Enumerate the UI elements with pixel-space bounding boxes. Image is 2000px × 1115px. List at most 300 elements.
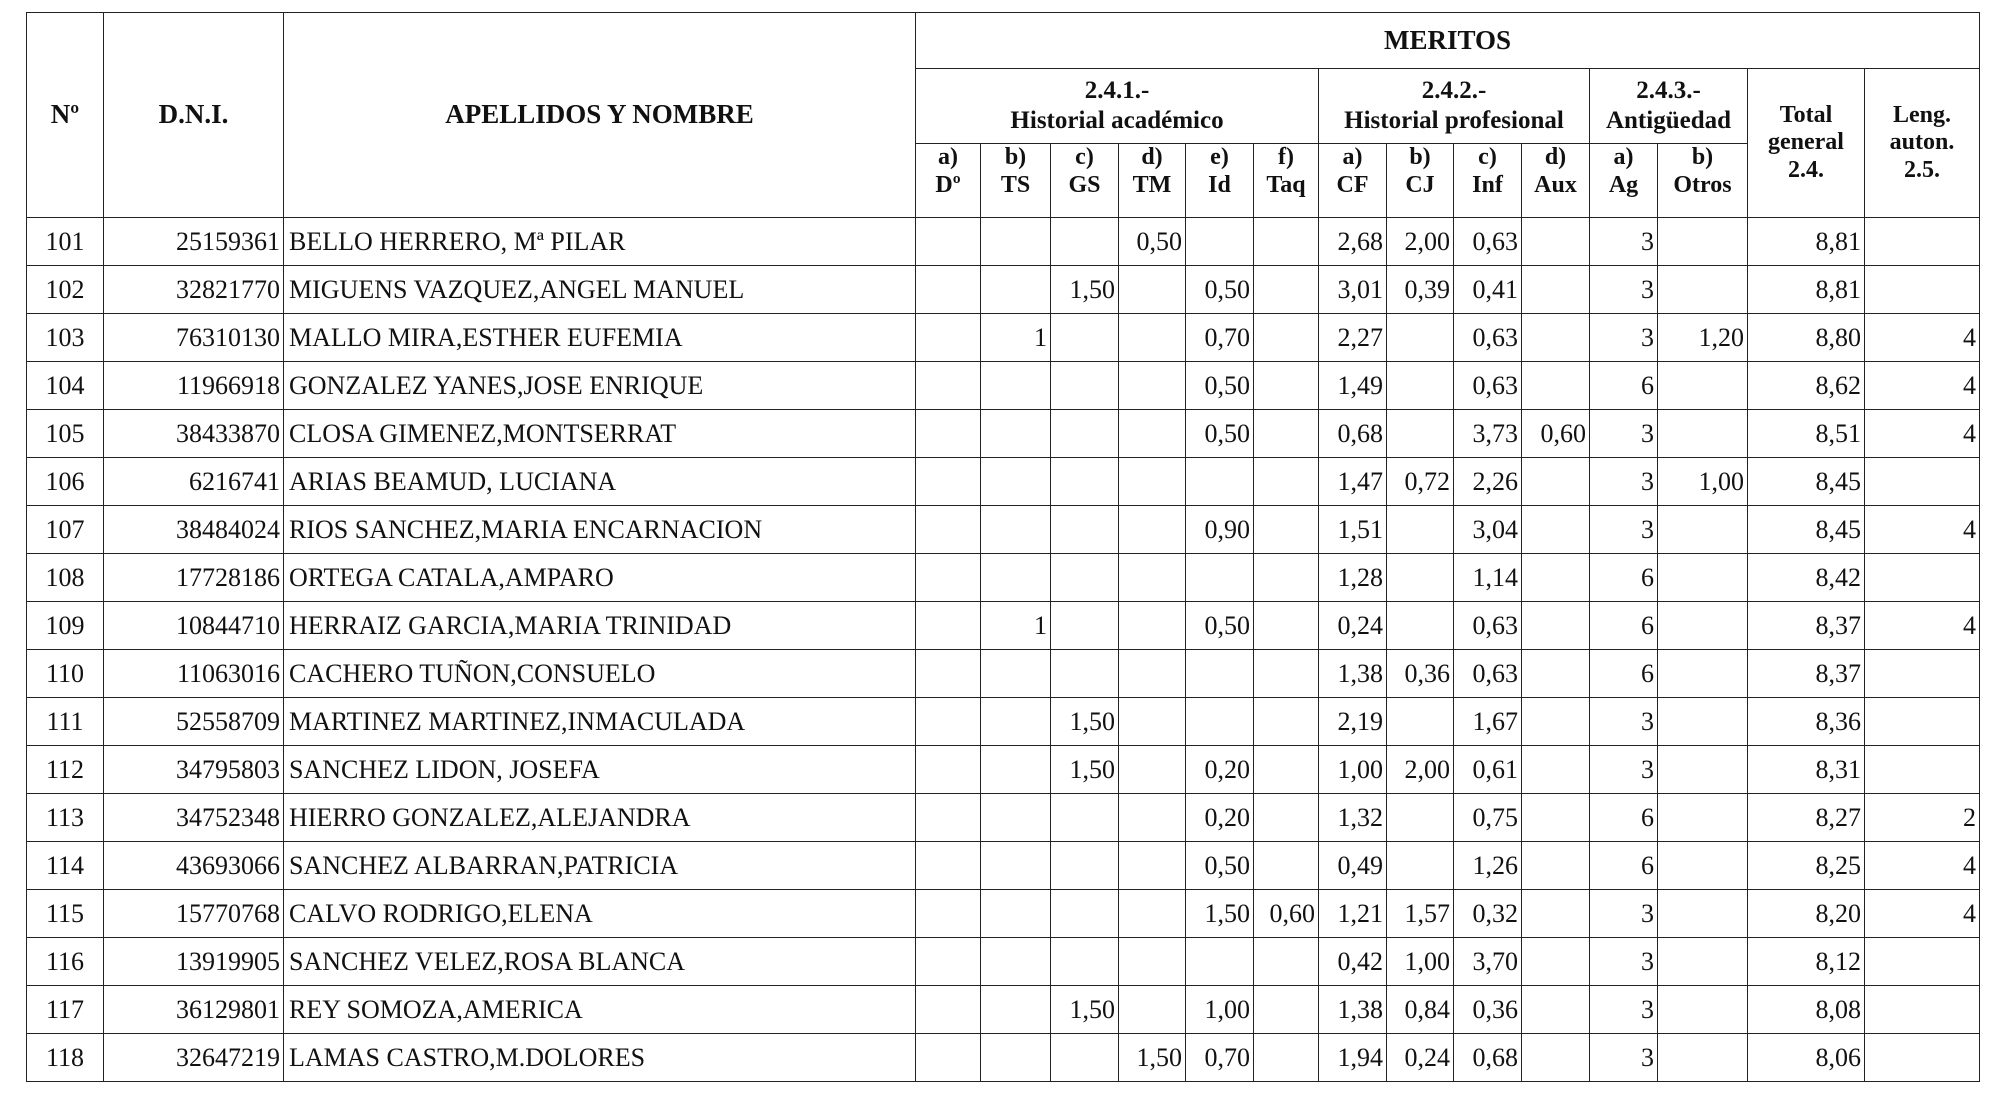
cell-no: 117 bbox=[27, 986, 104, 1034]
cell-lengua-autonomica: 4 bbox=[1865, 842, 1980, 890]
cell-tm bbox=[1119, 506, 1186, 554]
subheader-code: Aux bbox=[1534, 171, 1577, 198]
cell-cf: 2,27 bbox=[1319, 314, 1387, 362]
cell-no: 101 bbox=[27, 218, 104, 266]
header-lengua-autonomica bbox=[1865, 69, 1980, 218]
cell-ts bbox=[981, 842, 1051, 890]
cell-antiguedad-otros: 1,00 bbox=[1658, 458, 1748, 506]
cell-dni: 38484024 bbox=[104, 506, 284, 554]
cell-lengua-autonomica: 4 bbox=[1865, 506, 1980, 554]
cell-dni: 34752348 bbox=[104, 794, 284, 842]
cell-cf: 0,24 bbox=[1319, 602, 1387, 650]
total-line-2: general bbox=[1768, 129, 1844, 156]
cell-name: REY SOMOZA,AMERICA bbox=[284, 986, 916, 1034]
cell-cj: 2,00 bbox=[1387, 746, 1454, 794]
cell-cj bbox=[1387, 410, 1454, 458]
cell-name: BELLO HERRERO, Mª PILAR bbox=[284, 218, 916, 266]
cell-antiguedad-ag: 3 bbox=[1590, 746, 1658, 794]
cell-tm bbox=[1119, 314, 1186, 362]
cell-cf: 1,47 bbox=[1319, 458, 1387, 506]
cell-auxiliar bbox=[1522, 746, 1590, 794]
subheader-id-4 bbox=[1186, 144, 1254, 218]
cell-dni: 11063016 bbox=[104, 650, 284, 698]
cell-taquigrafia bbox=[1254, 458, 1319, 506]
subheader-code: CJ bbox=[1405, 171, 1435, 198]
cell-gs bbox=[1051, 362, 1119, 410]
cell-cf: 0,42 bbox=[1319, 938, 1387, 986]
subheader-code: Inf bbox=[1472, 171, 1503, 198]
group-title: Historial académico bbox=[1010, 107, 1224, 134]
cell-idiomas bbox=[1186, 938, 1254, 986]
cell-no: 116 bbox=[27, 938, 104, 986]
cell-idiomas: 0,70 bbox=[1186, 1034, 1254, 1082]
cell-ts bbox=[981, 890, 1051, 938]
cell-name: MIGUENS VAZQUEZ,ANGEL MANUEL bbox=[284, 266, 916, 314]
cell-lengua-autonomica: 4 bbox=[1865, 410, 1980, 458]
cell-cj: 2,00 bbox=[1387, 218, 1454, 266]
cell-informatica: 3,04 bbox=[1454, 506, 1522, 554]
cell-informatica: 3,73 bbox=[1454, 410, 1522, 458]
cell-gs bbox=[1051, 554, 1119, 602]
cell-lengua-autonomica bbox=[1865, 218, 1980, 266]
cell-tm bbox=[1119, 746, 1186, 794]
subheader-code: GS bbox=[1068, 171, 1101, 198]
cell-ts bbox=[981, 794, 1051, 842]
subheader-d-0 bbox=[916, 144, 981, 218]
subheader-inf-8 bbox=[1454, 144, 1522, 218]
subheader-code: TS bbox=[1000, 171, 1031, 198]
cell-dni: 17728186 bbox=[104, 554, 284, 602]
cell-antiguedad-otros bbox=[1658, 890, 1748, 938]
cell-dni: 6216741 bbox=[104, 458, 284, 506]
cell-dni: 25159361 bbox=[104, 218, 284, 266]
cell-gs: 1,50 bbox=[1051, 698, 1119, 746]
cell-doctorado bbox=[916, 362, 981, 410]
cell-antiguedad-ag: 6 bbox=[1590, 554, 1658, 602]
cell-taquigrafia bbox=[1254, 938, 1319, 986]
cell-antiguedad-ag: 3 bbox=[1590, 938, 1658, 986]
cell-cj bbox=[1387, 506, 1454, 554]
cell-antiguedad-otros bbox=[1658, 698, 1748, 746]
cell-tm bbox=[1119, 458, 1186, 506]
cell-antiguedad-ag: 3 bbox=[1590, 410, 1658, 458]
cell-dni: 10844710 bbox=[104, 602, 284, 650]
subheader-letter: c) bbox=[1478, 144, 1497, 170]
cell-total-general: 8,25 bbox=[1748, 842, 1865, 890]
cell-cj bbox=[1387, 794, 1454, 842]
subheader-taq-5 bbox=[1254, 144, 1319, 218]
subheader-code: Otros bbox=[1673, 171, 1732, 198]
cell-antiguedad-ag: 6 bbox=[1590, 842, 1658, 890]
cell-gs bbox=[1051, 650, 1119, 698]
cell-name: HERRAIZ GARCIA,MARIA TRINIDAD bbox=[284, 602, 916, 650]
cell-no: 115 bbox=[27, 890, 104, 938]
cell-name: CLOSA GIMENEZ,MONTSERRAT bbox=[284, 410, 916, 458]
cell-auxiliar bbox=[1522, 1034, 1590, 1082]
cell-cj: 1,00 bbox=[1387, 938, 1454, 986]
cell-antiguedad-otros bbox=[1658, 746, 1748, 794]
cell-tm: 1,50 bbox=[1119, 1034, 1186, 1082]
cell-taquigrafia bbox=[1254, 650, 1319, 698]
cell-auxiliar bbox=[1522, 794, 1590, 842]
cell-cf: 1,51 bbox=[1319, 506, 1387, 554]
cell-tm bbox=[1119, 842, 1186, 890]
header-meritos: MERITOS bbox=[916, 13, 1980, 69]
cell-auxiliar bbox=[1522, 314, 1590, 362]
cell-lengua-autonomica bbox=[1865, 458, 1980, 506]
cell-doctorado bbox=[916, 506, 981, 554]
cell-antiguedad-ag: 3 bbox=[1590, 986, 1658, 1034]
table-row bbox=[27, 794, 1980, 842]
subheader-letter: b) bbox=[1409, 144, 1431, 170]
subheader-cf-6 bbox=[1319, 144, 1387, 218]
subheader-code: Taq bbox=[1266, 171, 1306, 198]
cell-name: MALLO MIRA,ESTHER EUFEMIA bbox=[284, 314, 916, 362]
cell-taquigrafia bbox=[1254, 554, 1319, 602]
cell-antiguedad-ag: 3 bbox=[1590, 218, 1658, 266]
cell-antiguedad-otros bbox=[1658, 410, 1748, 458]
table-row bbox=[27, 650, 1980, 698]
table-row bbox=[27, 938, 1980, 986]
table-row bbox=[27, 218, 1980, 266]
table-row bbox=[27, 602, 1980, 650]
header-group-historial-profesional bbox=[1319, 69, 1590, 144]
table-row bbox=[27, 890, 1980, 938]
cell-taquigrafia bbox=[1254, 362, 1319, 410]
cell-gs bbox=[1051, 218, 1119, 266]
cell-doctorado bbox=[916, 266, 981, 314]
cell-antiguedad-ag: 3 bbox=[1590, 506, 1658, 554]
cell-idiomas: 1,00 bbox=[1186, 986, 1254, 1034]
header-dni: D.N.I. bbox=[104, 13, 284, 218]
subheader-letter: a) bbox=[1613, 144, 1634, 170]
cell-antiguedad-ag: 6 bbox=[1590, 362, 1658, 410]
cell-ts bbox=[981, 1034, 1051, 1082]
cell-cf: 1,00 bbox=[1319, 746, 1387, 794]
cell-doctorado bbox=[916, 698, 981, 746]
cell-antiguedad-otros bbox=[1658, 602, 1748, 650]
cell-no: 108 bbox=[27, 554, 104, 602]
cell-taquigrafia bbox=[1254, 410, 1319, 458]
cell-no: 105 bbox=[27, 410, 104, 458]
cell-gs bbox=[1051, 842, 1119, 890]
table-row bbox=[27, 554, 1980, 602]
cell-lengua-autonomica bbox=[1865, 746, 1980, 794]
cell-name: SANCHEZ LIDON, JOSEFA bbox=[284, 746, 916, 794]
cell-total-general: 8,45 bbox=[1748, 458, 1865, 506]
cell-no: 113 bbox=[27, 794, 104, 842]
cell-antiguedad-ag: 6 bbox=[1590, 602, 1658, 650]
cell-lengua-autonomica bbox=[1865, 938, 1980, 986]
cell-antiguedad-ag: 6 bbox=[1590, 650, 1658, 698]
cell-ts bbox=[981, 554, 1051, 602]
cell-idiomas: 0,20 bbox=[1186, 746, 1254, 794]
cell-tm bbox=[1119, 554, 1186, 602]
cell-cf: 1,49 bbox=[1319, 362, 1387, 410]
cell-antiguedad-ag: 3 bbox=[1590, 458, 1658, 506]
cell-ts bbox=[981, 986, 1051, 1034]
cell-no: 104 bbox=[27, 362, 104, 410]
cell-ts bbox=[981, 506, 1051, 554]
cell-taquigrafia bbox=[1254, 842, 1319, 890]
cell-doctorado bbox=[916, 458, 981, 506]
table-body bbox=[27, 218, 1980, 1082]
cell-informatica: 0,61 bbox=[1454, 746, 1522, 794]
cell-idiomas: 0,50 bbox=[1186, 842, 1254, 890]
cell-no: 118 bbox=[27, 1034, 104, 1082]
table-row bbox=[27, 410, 1980, 458]
cell-cf: 0,68 bbox=[1319, 410, 1387, 458]
cell-antiguedad-otros bbox=[1658, 362, 1748, 410]
cell-idiomas: 0,70 bbox=[1186, 314, 1254, 362]
cell-auxiliar bbox=[1522, 938, 1590, 986]
total-line-1: Total bbox=[1779, 101, 1833, 128]
cell-ts bbox=[981, 266, 1051, 314]
cell-informatica: 0,63 bbox=[1454, 314, 1522, 362]
table-row bbox=[27, 986, 1980, 1034]
cell-total-general: 8,20 bbox=[1748, 890, 1865, 938]
cell-name: ARIAS BEAMUD, LUCIANA bbox=[284, 458, 916, 506]
cell-no: 112 bbox=[27, 746, 104, 794]
cell-informatica: 0,63 bbox=[1454, 218, 1522, 266]
header-no: Nº bbox=[27, 13, 104, 218]
cell-taquigrafia bbox=[1254, 1034, 1319, 1082]
cell-no: 106 bbox=[27, 458, 104, 506]
cell-name: SANCHEZ ALBARRAN,PATRICIA bbox=[284, 842, 916, 890]
cell-informatica: 3,70 bbox=[1454, 938, 1522, 986]
cell-no: 107 bbox=[27, 506, 104, 554]
cell-tm bbox=[1119, 698, 1186, 746]
cell-idiomas: 0,50 bbox=[1186, 410, 1254, 458]
cell-idiomas: 0,90 bbox=[1186, 506, 1254, 554]
cell-auxiliar bbox=[1522, 698, 1590, 746]
header-total-general bbox=[1748, 69, 1865, 218]
group-number: 2.4.2.- bbox=[1421, 77, 1487, 104]
subheader-code: Ag bbox=[1608, 171, 1639, 198]
cell-taquigrafia bbox=[1254, 794, 1319, 842]
leng-line-2: auton. bbox=[1889, 129, 1955, 156]
cell-doctorado bbox=[916, 314, 981, 362]
table-row bbox=[27, 842, 1980, 890]
group-title: Historial profesional bbox=[1344, 107, 1564, 134]
cell-auxiliar bbox=[1522, 650, 1590, 698]
cell-dni: 13919905 bbox=[104, 938, 284, 986]
cell-idiomas: 0,20 bbox=[1186, 794, 1254, 842]
cell-lengua-autonomica bbox=[1865, 554, 1980, 602]
subheader-letter: c) bbox=[1075, 144, 1094, 170]
subheader-ag-10 bbox=[1590, 144, 1658, 218]
cell-auxiliar bbox=[1522, 842, 1590, 890]
cell-taquigrafia bbox=[1254, 986, 1319, 1034]
cell-antiguedad-ag: 3 bbox=[1590, 314, 1658, 362]
cell-antiguedad-ag: 3 bbox=[1590, 698, 1658, 746]
cell-total-general: 8,37 bbox=[1748, 602, 1865, 650]
group-number: 2.4.3.- bbox=[1636, 77, 1701, 104]
cell-lengua-autonomica bbox=[1865, 650, 1980, 698]
cell-total-general: 8,81 bbox=[1748, 266, 1865, 314]
cell-doctorado bbox=[916, 218, 981, 266]
cell-total-general: 8,80 bbox=[1748, 314, 1865, 362]
cell-cj: 0,24 bbox=[1387, 1034, 1454, 1082]
cell-tm bbox=[1119, 890, 1186, 938]
cell-cj: 1,57 bbox=[1387, 890, 1454, 938]
cell-antiguedad-otros bbox=[1658, 938, 1748, 986]
cell-auxiliar bbox=[1522, 890, 1590, 938]
cell-gs: 1,50 bbox=[1051, 986, 1119, 1034]
cell-total-general: 8,27 bbox=[1748, 794, 1865, 842]
subheader-code: CF bbox=[1336, 171, 1369, 198]
cell-ts bbox=[981, 458, 1051, 506]
cell-cf: 1,32 bbox=[1319, 794, 1387, 842]
table-row bbox=[27, 746, 1980, 794]
cell-tm bbox=[1119, 602, 1186, 650]
cell-taquigrafia bbox=[1254, 218, 1319, 266]
cell-name: GONZALEZ YANES,JOSE ENRIQUE bbox=[284, 362, 916, 410]
cell-name: LAMAS CASTRO,M.DOLORES bbox=[284, 1034, 916, 1082]
cell-tm bbox=[1119, 986, 1186, 1034]
cell-auxiliar bbox=[1522, 986, 1590, 1034]
table-row bbox=[27, 1034, 1980, 1082]
cell-ts: 1 bbox=[981, 314, 1051, 362]
cell-informatica: 2,26 bbox=[1454, 458, 1522, 506]
subheader-ts-1 bbox=[981, 144, 1051, 218]
cell-total-general: 8,45 bbox=[1748, 506, 1865, 554]
cell-lengua-autonomica: 4 bbox=[1865, 890, 1980, 938]
cell-name: HIERRO GONZALEZ,ALEJANDRA bbox=[284, 794, 916, 842]
cell-cf: 1,28 bbox=[1319, 554, 1387, 602]
table-row bbox=[27, 506, 1980, 554]
cell-taquigrafia bbox=[1254, 602, 1319, 650]
subheader-aux-9 bbox=[1522, 144, 1590, 218]
cell-cj: 0,36 bbox=[1387, 650, 1454, 698]
group-number: 2.4.1.- bbox=[1084, 77, 1150, 104]
cell-idiomas bbox=[1186, 698, 1254, 746]
cell-doctorado bbox=[916, 410, 981, 458]
cell-dni: 52558709 bbox=[104, 698, 284, 746]
cell-taquigrafia bbox=[1254, 266, 1319, 314]
cell-total-general: 8,42 bbox=[1748, 554, 1865, 602]
cell-doctorado bbox=[916, 650, 981, 698]
cell-name: RIOS SANCHEZ,MARIA ENCARNACION bbox=[284, 506, 916, 554]
cell-no: 109 bbox=[27, 602, 104, 650]
subheader-otros-11 bbox=[1658, 144, 1748, 218]
cell-informatica: 0,36 bbox=[1454, 986, 1522, 1034]
cell-doctorado bbox=[916, 938, 981, 986]
subheader-letter: a) bbox=[1342, 144, 1363, 170]
subheader-tm-3 bbox=[1119, 144, 1186, 218]
cell-idiomas bbox=[1186, 218, 1254, 266]
cell-gs bbox=[1051, 410, 1119, 458]
cell-dni: 32821770 bbox=[104, 266, 284, 314]
cell-doctorado bbox=[916, 794, 981, 842]
header-name: APELLIDOS Y NOMBRE bbox=[284, 13, 916, 218]
cell-gs bbox=[1051, 602, 1119, 650]
cell-taquigrafia bbox=[1254, 506, 1319, 554]
cell-informatica: 0,68 bbox=[1454, 1034, 1522, 1082]
cell-doctorado bbox=[916, 554, 981, 602]
cell-doctorado bbox=[916, 986, 981, 1034]
cell-informatica: 0,41 bbox=[1454, 266, 1522, 314]
cell-name: CALVO RODRIGO,ELENA bbox=[284, 890, 916, 938]
cell-cj: 0,84 bbox=[1387, 986, 1454, 1034]
subheader-code: Id bbox=[1208, 171, 1231, 198]
cell-total-general: 8,51 bbox=[1748, 410, 1865, 458]
cell-cf: 1,94 bbox=[1319, 1034, 1387, 1082]
table-row bbox=[27, 458, 1980, 506]
cell-doctorado bbox=[916, 1034, 981, 1082]
cell-cf: 0,49 bbox=[1319, 842, 1387, 890]
cell-lengua-autonomica bbox=[1865, 698, 1980, 746]
cell-antiguedad-otros bbox=[1658, 554, 1748, 602]
cell-antiguedad-otros bbox=[1658, 842, 1748, 890]
cell-antiguedad-otros bbox=[1658, 1034, 1748, 1082]
cell-cj bbox=[1387, 602, 1454, 650]
cell-gs bbox=[1051, 1034, 1119, 1082]
cell-gs bbox=[1051, 506, 1119, 554]
cell-taquigrafia bbox=[1254, 314, 1319, 362]
cell-informatica: 0,75 bbox=[1454, 794, 1522, 842]
cell-idiomas bbox=[1186, 458, 1254, 506]
cell-antiguedad-otros bbox=[1658, 986, 1748, 1034]
cell-dni: 15770768 bbox=[104, 890, 284, 938]
subheader-letter: e) bbox=[1210, 144, 1229, 170]
subheader-letter: d) bbox=[1544, 144, 1567, 170]
cell-informatica: 1,67 bbox=[1454, 698, 1522, 746]
cell-no: 110 bbox=[27, 650, 104, 698]
cell-auxiliar bbox=[1522, 218, 1590, 266]
header-row-top bbox=[27, 13, 1980, 69]
cell-name: ORTEGA CATALA,AMPARO bbox=[284, 554, 916, 602]
cell-total-general: 8,37 bbox=[1748, 650, 1865, 698]
merits-table bbox=[26, 12, 1980, 1082]
cell-ts bbox=[981, 938, 1051, 986]
cell-no: 103 bbox=[27, 314, 104, 362]
cell-antiguedad-otros bbox=[1658, 218, 1748, 266]
subheader-code: Dº bbox=[935, 171, 961, 198]
cell-lengua-autonomica: 2 bbox=[1865, 794, 1980, 842]
cell-idiomas bbox=[1186, 650, 1254, 698]
cell-informatica: 0,32 bbox=[1454, 890, 1522, 938]
table-row bbox=[27, 362, 1980, 410]
cell-ts: 1 bbox=[981, 602, 1051, 650]
cell-idiomas bbox=[1186, 554, 1254, 602]
cell-tm bbox=[1119, 794, 1186, 842]
cell-informatica: 1,14 bbox=[1454, 554, 1522, 602]
cell-antiguedad-ag: 3 bbox=[1590, 1034, 1658, 1082]
cell-total-general: 8,12 bbox=[1748, 938, 1865, 986]
cell-idiomas: 0,50 bbox=[1186, 602, 1254, 650]
header-group-historial-academico bbox=[916, 69, 1319, 144]
cell-no: 114 bbox=[27, 842, 104, 890]
cell-dni: 11966918 bbox=[104, 362, 284, 410]
subheader-letter: b) bbox=[1691, 144, 1714, 170]
cell-cf: 2,68 bbox=[1319, 218, 1387, 266]
subheader-letter: d) bbox=[1141, 144, 1163, 170]
cell-cj: 0,72 bbox=[1387, 458, 1454, 506]
cell-lengua-autonomica bbox=[1865, 1034, 1980, 1082]
cell-antiguedad-ag: 3 bbox=[1590, 266, 1658, 314]
subheader-cj-7 bbox=[1387, 144, 1454, 218]
cell-antiguedad-otros bbox=[1658, 266, 1748, 314]
cell-ts bbox=[981, 698, 1051, 746]
cell-gs bbox=[1051, 794, 1119, 842]
cell-cf: 1,38 bbox=[1319, 986, 1387, 1034]
cell-lengua-autonomica: 4 bbox=[1865, 314, 1980, 362]
cell-cj bbox=[1387, 362, 1454, 410]
cell-name: SANCHEZ VELEZ,ROSA BLANCA bbox=[284, 938, 916, 986]
cell-auxiliar bbox=[1522, 362, 1590, 410]
total-line-3: 2.4. bbox=[1788, 156, 1824, 183]
